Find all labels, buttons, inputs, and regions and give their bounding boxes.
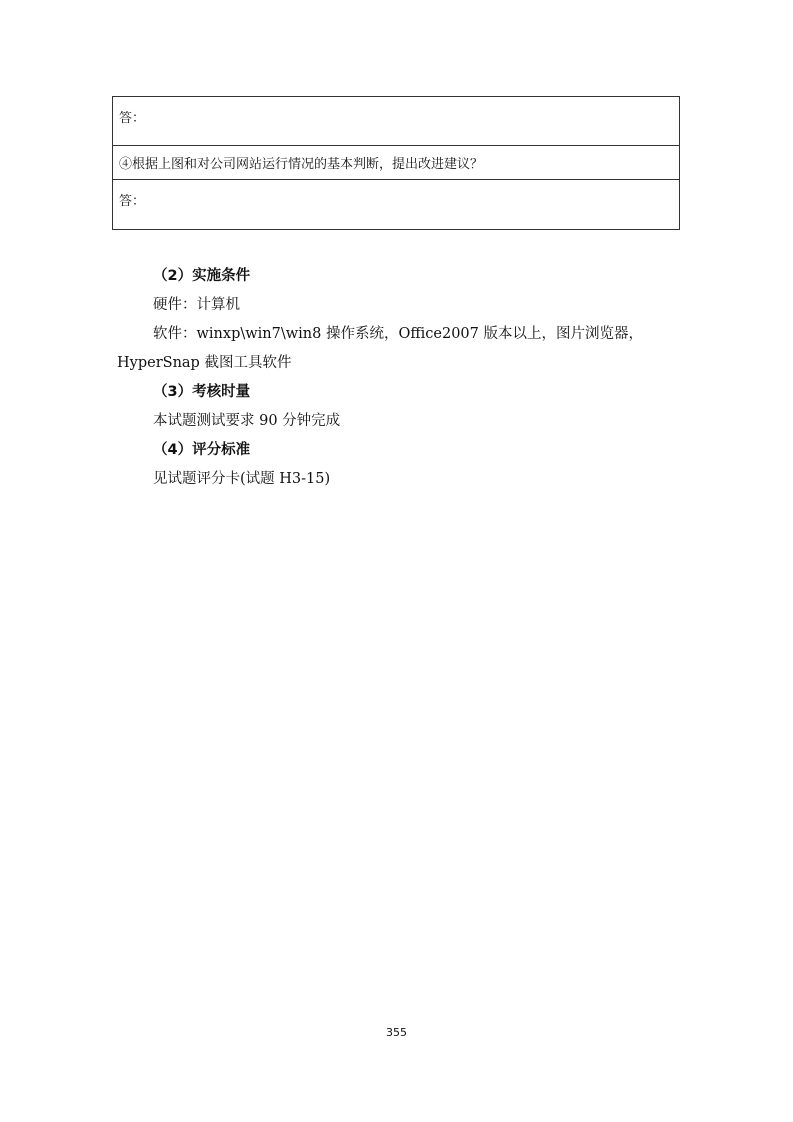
answer-row-2 [113,180,680,230]
answer-row-1 [113,97,680,146]
section-3-heading: （3）考核时量 [153,384,251,400]
page-number: 355 [386,1026,407,1039]
software-text-line-2: HyperSnap 截图工具软件 [117,355,292,371]
software-text-line-1: 软件：winxp\win7\win8 操作系统，Office2007 版本以上，图片浏览器， [153,326,643,342]
answer-cell-1 [113,97,680,146]
document-body [0,262,793,494]
scoring-text: 见试题评分卡(试题 H3-15) [153,471,331,487]
question-4-text: ④根据上图和对公司网站运行情况的基本判断，提出改进建议？ [119,157,484,172]
answer-cell-2 [113,180,680,230]
answer-label-1: 答： [119,111,146,126]
answer-table [112,96,680,230]
section-4-heading: （4）评分标准 [153,442,251,458]
section-2-heading: （2）实施条件 [153,268,251,284]
question-cell-4 [113,146,680,180]
hardware-text: 硬件：计算机 [153,297,240,313]
time-limit-text: 本试题测试要求 90 分钟完成 [153,413,341,429]
answer-label-2: 答： [119,194,146,209]
question-row-4 [113,146,680,180]
